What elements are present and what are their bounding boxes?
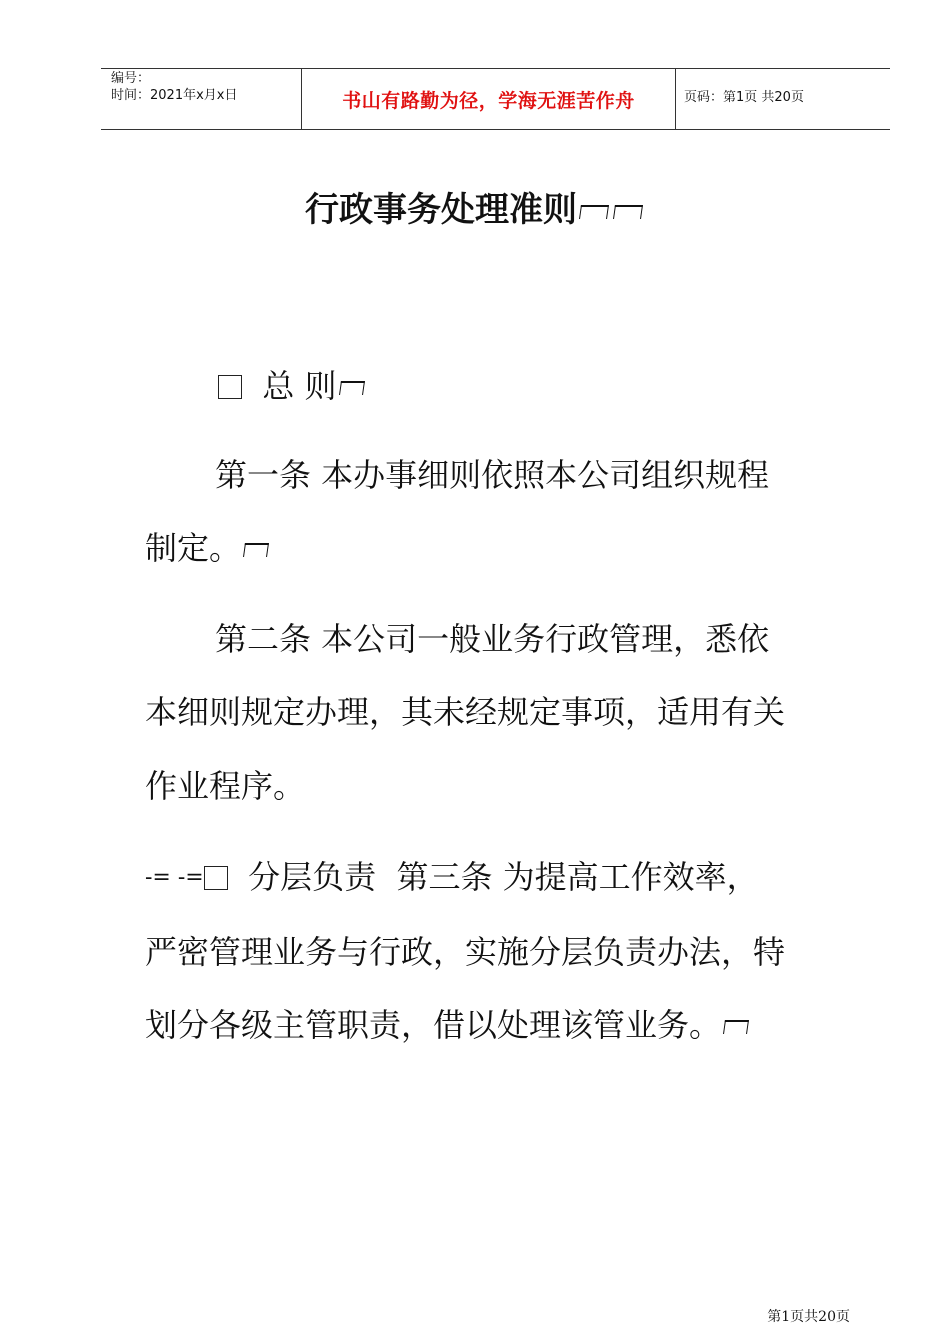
section-heading-layer: 分层负责 xyxy=(248,858,377,896)
article-1-line-2 xyxy=(145,528,271,568)
title-text: 行政事务处理准则 xyxy=(305,190,577,230)
section-heading-general xyxy=(218,366,367,406)
checkbox-square-icon xyxy=(218,375,242,399)
article-3-line-3-text: 划分各级主管职责，借以处理该管业务。 xyxy=(145,1006,722,1044)
checkbox-square-icon xyxy=(204,866,228,890)
article-1-line-1: 第一条 本办事细则依照本公司组织规程 xyxy=(215,456,770,494)
section-heading-text: 总 则 xyxy=(262,367,337,405)
article-3-line-2: 严密管理业务与行政，实施分层负责办法，特 xyxy=(145,933,786,971)
article-3-line-3 xyxy=(145,1005,751,1045)
paragraph-mark-icon xyxy=(241,541,271,559)
document-header xyxy=(101,68,890,130)
paragraph-mark-icon xyxy=(721,1018,751,1036)
article-2-line-3: 作业程序。 xyxy=(145,767,306,805)
article-3-line-1 xyxy=(145,857,759,898)
document-title xyxy=(0,182,950,231)
article-1-line-2-text: 制定。 xyxy=(145,529,242,567)
paragraph-mark-icon xyxy=(611,201,645,221)
motto: 书山有路勤为径，学海无涯苦作舟 xyxy=(342,90,635,112)
article-2-line-2: 本细则规定办理，其未经规定事项，适用有关 xyxy=(145,693,786,731)
header-motto-cell xyxy=(302,69,676,129)
article-2-line-1: 第二条 本公司一般业务行政管理，悉依 xyxy=(215,620,770,658)
paragraph-mark-icon xyxy=(577,201,611,221)
header-page-cell xyxy=(676,69,890,129)
page-footer: 第1页共20页 xyxy=(767,1309,850,1325)
paragraph-mark-icon xyxy=(337,379,367,397)
page-info: 页码：第1页 共20页 xyxy=(684,90,804,105)
article-3-line-1-text: 第三条 为提高工作效率， xyxy=(396,858,759,896)
time-label: 时间：2021年x月x日 xyxy=(111,88,238,103)
serial-label: 编号： xyxy=(111,71,151,86)
section-prefix: -= -= xyxy=(145,865,204,890)
header-meta-cell xyxy=(101,69,302,129)
